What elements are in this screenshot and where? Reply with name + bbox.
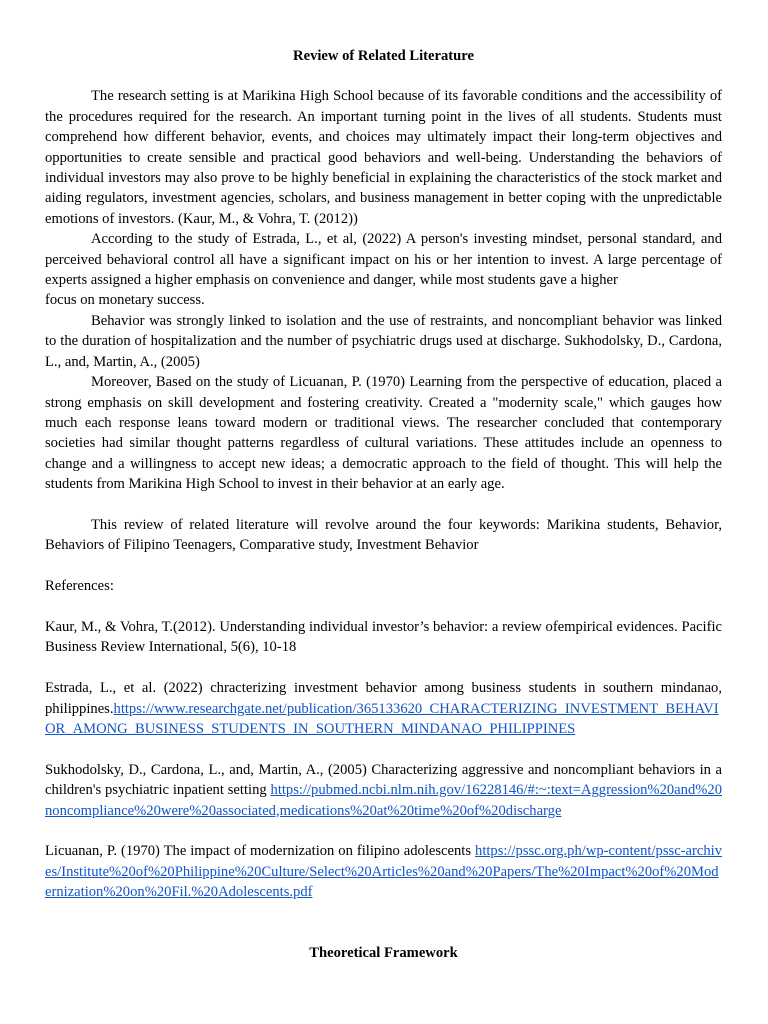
theoretical-framework-heading: Theoretical Framework [309, 945, 458, 962]
document-page [45, 46, 722, 964]
reference-sukhodolsky: Sukhodolsky, D., Cardona, L., and, Martin, A., (2005) Characterizing aggressive and noncompliant behaviors in a children's psychiatric inpatient setting https://pubmed.ncbi.nlm.nih.gov/16228146/#:~:text=Aggression%20and%20noncompliance%20were%20associated,medications%20at%20time%20of%20discharge [45, 761, 722, 819]
paragraph-research-setting: The research setting is at Marikina High School because of its favorable conditions and the accessibility of the procedures required for the research. An important turning point in the lives of all students. Students must comprehend how different behavior, events, and choices may ultimately impact their long-term objectives and opportunities to create sensible and practical good behaviors and well-being. Understanding the behaviors of individual investors may also prove to be highly beneficial in explaining the characteristics of the stock market and aiding regulators, investment agencies, scholars, and business management in better coping with the unpredictable emotions of investors. (Kaur, M., & Vohra, T. (2012)) [45, 88, 722, 227]
reference-licuanan-link[interactable]: https://pssc.org.ph/wp-content/pssc-archives/Institute%20of%20Philippine%20Culture/Select%20Articles%20and%20Papers/The%20Impact%20of%20Modernization%20on%20Fil.%20Adolescents.pdf [45, 843, 722, 901]
reference-licuanan: Licuanan, P. (1970) The impact of modernization on filipino adolescents https://pssc.org.ph/wp-content/pssc-archives/Institute%20of%20Philippine%20Culture/Select%20Articles%20and%20Papers/The%20Impact%20of%20Modernization%20on%20Fil.%20Adolescents.pdf [45, 843, 722, 901]
paragraph-licuanan-study: Moreover, Based on the study of Licuanan, P. (1970) Learning from the perspective of education, placed a strong emphasis on skill development and fostering creativity. Created a "modernity scale," which gauges how much each response leans toward modern or traditional views. The researcher concluded that contemporary societies had similar thought patterns regardless of cultural variations. These attitudes include an openness to change and a willingness to accept new ideas; a democratic approach to the field of thought. This will help the students from Marikina High School to invest in their behavior at an early age. [45, 374, 722, 493]
reference-sukhodolsky-link[interactable]: https://pubmed.ncbi.nlm.nih.gov/16228146/#:~:text=Aggression%20and%20noncompliance%20were%20associated,medications%20at%20time%20of%20discharge [45, 782, 722, 819]
references-label: References: [45, 578, 114, 595]
paragraph-keywords: This review of related literature will revolve around the four keywords: Marikina students, Behavior, Behaviors of Filipino Teenagers, Comparative study, Investment Behavior [45, 516, 722, 554]
paragraph-estrada-study: According to the study of Estrada, L., et al, (2022) A person's investing mindset, personal standard, and perceived behavioral control all have a significant impact on his or her intention to invest. A large percentage of experts assigned a higher emphasis on convenience and danger, while most students gave a higher [45, 231, 722, 289]
section-heading: Review of Related Literature [293, 48, 474, 64]
reference-kaur: Kaur, M., & Vohra, T.(2012). Understanding individual investor’s behavior: a review ofempirical evidences. Pacific Business Review International, 5(6), 10-18 [45, 618, 722, 656]
reference-estrada-link[interactable]: https://www.researchgate.net/publication/365133620_CHARACTERIZING_INVESTMENT_BEHAVIOR_AMONG_BUSINESS_STUDENTS_IN_SOUTHERN_MINDANAO_PHILIPPINES [45, 700, 719, 737]
paragraph-estrada-continuation: focus on monetary success. [45, 292, 205, 309]
paragraph-sukhodolsky-study: Behavior was strongly linked to isolation and the use of restraints, and noncompliant behavior was linked to the duration of hospitalization and the number of psychiatric drugs used at discharge. Sukhodolsky, D., Cardona, L., and, Martin, A., (2005) [45, 312, 722, 370]
reference-estrada: Estrada, L., et al. (2022) chracterizing investment behavior among business students in southern mindanao, philippines.https://www.researchgate.net/publication/365133620_CHARACTERIZING_INVESTMENT_BEHAVIOR_AMONG_BUSINESS_STUDENTS_IN_SOUTHERN_MINDANAO_PHILIPPINES [45, 680, 722, 737]
